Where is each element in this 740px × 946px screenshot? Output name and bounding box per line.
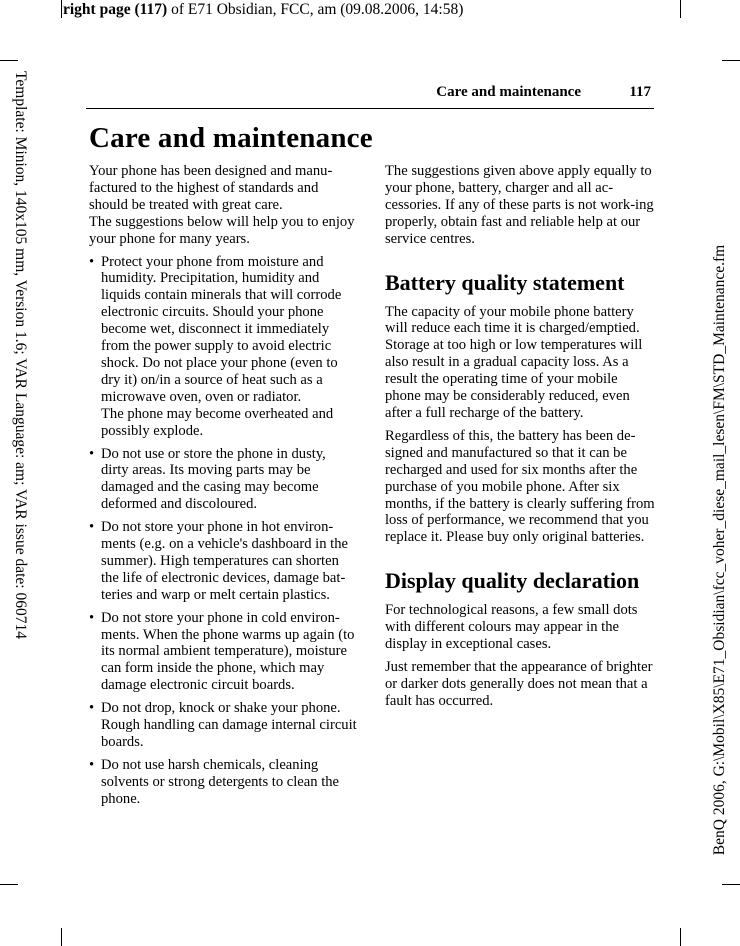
list-item: • Do not drop, knock or shake your phone. Rough handling can damage internal circuit boards.	[89, 700, 357, 751]
display-paragraph: For technological reasons, a few small dots with different colours may appear in the display in exceptional cases.	[385, 602, 638, 653]
file-path-side: BenQ 2006, G:\Mobil\X85\E71_Obsidian\fcc_voher_diese_mail_lesen\FM\STD_Maintenance.fm	[711, 244, 728, 856]
battery-heading: Battery quality statement	[385, 269, 625, 295]
intro-paragraph: The suggestions below will help you to enjoy your phone for many years.	[89, 213, 355, 247]
list-item-text: Protect your phone from moisture and humidity. Precipitation, humidity and liquids contain minerals that will corrode electronic circuits. Should your phone become wet, disconnect it immediately from the power supply to avoid electric shock. Do not place your phone (even to dry it) on/in a source of heat such as a microwave oven, oven or radiator.	[101, 253, 342, 405]
crop-mark	[680, 0, 681, 18]
header-rule	[86, 108, 654, 109]
print-info-header	[63, 1, 463, 19]
print-info-page: right page (117)	[63, 1, 168, 18]
intro-paragraph: Your phone has been designed and manu-factured to the highest of standards and should be treated with great care.	[89, 163, 333, 213]
list-item	[89, 254, 357, 440]
display-heading: Display quality declaration	[385, 568, 640, 594]
print-info-details: of E71 Obsidian, FCC, am (09.08.2006, 14:58)	[167, 1, 464, 18]
running-head	[86, 82, 654, 106]
care-list	[89, 254, 357, 808]
battery-paragraph: The capacity of your mobile phone battery will reduce each time it is charged/emptied. Storage at too high or low temperatures will also result in a gradual capacity loss. As a result the operating time of your mobile phone may be considerably reduced, even after a full recharge of the battery.	[385, 303, 643, 421]
battery-paragraph: Regardless of this, the battery has been de-signed and manufactured so that it can be recharged and used for six months after the purchase of you mobile phone. After six months, if the battery is clearly suffering from loss of performance, we recommend that you replace it. Please buy only original batteries.	[385, 427, 655, 546]
page-title: Care and maintenance	[89, 122, 373, 154]
crop-mark	[680, 928, 681, 946]
running-head-title: Care and maintenance	[436, 84, 581, 100]
list-item-note: The phone may become overheated and possibly explode.	[101, 405, 334, 439]
crop-mark	[61, 0, 62, 18]
crop-mark	[722, 60, 740, 61]
page-number: 117	[629, 84, 651, 100]
list-item: • Do not use or store the phone in dusty, dirty areas. Its moving parts may be damaged and the casing may become deformed and discoloured.	[89, 446, 357, 514]
display-paragraph: Just remember that the appearance of brighter or darker dots generally does not mean that a fault has occurred.	[385, 658, 653, 709]
list-item: • Do not store your phone in cold environ-ments. When the phone warms up again (to its normal ambient temperature), moisture can form inside the phone, which may damage electronic circuit boards.	[89, 610, 357, 695]
left-column	[89, 163, 357, 808]
list-item: • Do not use harsh chemicals, cleaning solvents or strong detergents to clean the phone.	[89, 757, 357, 808]
template-info-side: Template: Minion, 140x105 mm, Version 1.6; VAR Language: am; VAR issue date: 060714	[12, 71, 29, 639]
suggestions-paragraph: The suggestions given above apply equally to your phone, battery, charger and all ac-cessories. If any of these parts is not work-ing properly, obtain fast and reliable help at our service centres.	[385, 163, 654, 247]
crop-mark	[61, 928, 62, 946]
right-column	[385, 163, 655, 710]
crop-mark	[0, 884, 18, 885]
list-item: • Do not store your phone in hot environ-ments (e.g. on a vehicle's dashboard in the summer). High temperatures can shorten the life of electronic devices, damage bat-teries and warp or melt certain plastics.	[89, 519, 357, 604]
